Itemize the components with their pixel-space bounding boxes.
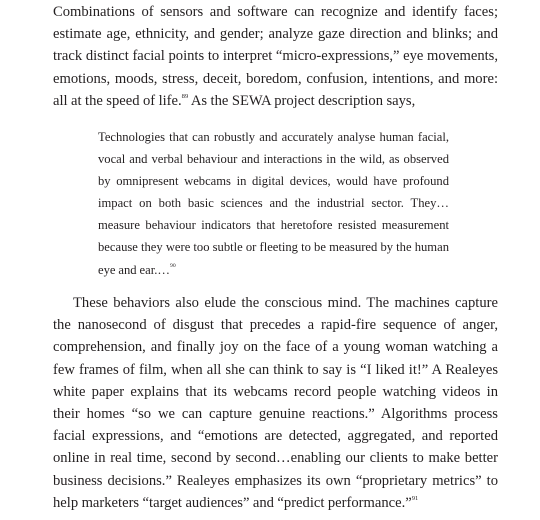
paragraph-1-text: Combinations of sensors and software can recognize and identify faces; estimate age, ethnicity, and gender; analyze gaze direction and blinks; and track distinct facial points to interpret “micro-expressions,” eye movements, emotions, moods, stress, deceit, boredom, confusion, intentions, and more: all at the speed of life. <box>53 4 498 109</box>
body-paragraph-1 <box>53 1 498 112</box>
footnote-ref-90: 90 <box>169 263 176 270</box>
block-quote-text: Technologies that can robustly and accurately analyse human facial, vocal and verbal behaviour and interactions in the wild, as observed by omnipresent webcams in digital devices, would have profound impact on both basic sciences and the industrial sector. They… measure behaviour indicators that heretofore resisted measurement because they were too subtle or fleeting to be measured by the human eye and ear.… <box>98 130 449 277</box>
body-paragraph-2 <box>53 292 498 514</box>
footnote-ref-91: 91 <box>411 494 419 502</box>
paragraph-1-text-after: As the SEWA project description says, <box>188 92 416 109</box>
paragraph-2-text: These behaviors also elude the conscious mind. The machines capture the nanosecond of disgust that precedes a rapid-fire sequence of anger, comprehension, and finally joy on the face of a young woman watching a few frames of film, when all she can think to say is “I liked it!” A Realeyes white paper explains that its webcams record people watching videos in their homes “so we can capture genuine reactions.” Algorithms process facial expressions, and “emotions are detected, aggregated, and reported online in real time, second by second…enabling our clients to make better business decisions.” Realeyes emphasizes its own “proprietary metrics” to help marketers “target audiences” and “predict performance.” <box>53 295 498 511</box>
block-quote <box>98 126 449 281</box>
footnote-ref-89: 89 <box>181 92 189 100</box>
